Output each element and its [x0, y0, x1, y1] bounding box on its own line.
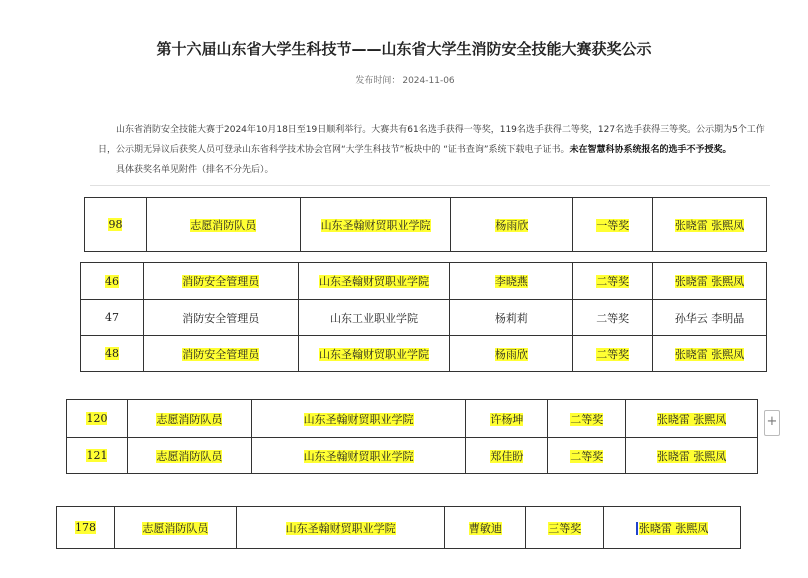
award-table-2	[80, 262, 767, 372]
cell-category: 消防安全管理员	[143, 336, 298, 372]
cell-name: 李晓燕	[450, 263, 573, 300]
table-row	[57, 507, 741, 549]
cell-no: 120	[67, 400, 128, 438]
cell-no: 121	[67, 438, 128, 474]
cell-name: 郑佳盼	[466, 438, 548, 474]
cell-teachers: 张晓雷 张熙凤	[626, 400, 758, 438]
attachment-note: 具体获奖名单见附件（排名不分先后）。	[116, 165, 274, 175]
cell-school: 山东圣翰财贸职业学院	[298, 263, 450, 300]
cell-no: 46	[81, 263, 144, 300]
cell-category: 志愿消防队员	[127, 400, 251, 438]
cell-name: 杨莉莉	[450, 300, 573, 336]
cell-award: 三等奖	[526, 507, 604, 549]
cell-school: 山东圣翰财贸职业学院	[251, 438, 466, 474]
page-title: 第十六届山东省大学生科技节——山东省大学生消防安全技能大赛获奖公示	[156, 40, 652, 58]
cell-school: 山东圣翰财贸职业学院	[236, 507, 445, 549]
table-row	[67, 438, 758, 474]
cell-award: 二等奖	[573, 300, 653, 336]
announcement-bold-note: 未在智慧科协系统报名的选手不予授奖。	[569, 145, 732, 155]
announcement-paragraph-2	[98, 160, 778, 180]
cell-teachers: 张晓雷 张熙凤	[653, 263, 767, 300]
announcement-paragraph	[98, 120, 778, 160]
cell-name: 许杨坤	[466, 400, 548, 438]
announcement-body	[98, 120, 778, 180]
cell-school: 山东圣翰财贸职业学院	[300, 198, 451, 252]
cell-award: 二等奖	[573, 336, 653, 372]
publish-date-label: 发布时间：	[355, 76, 401, 86]
cell-award: 二等奖	[548, 400, 626, 438]
cell-teachers: 张晓雷 张熙凤	[626, 438, 758, 474]
cell-category: 志愿消防队员	[114, 507, 236, 549]
cell-category: 消防安全管理员	[143, 263, 298, 300]
award-table-3	[66, 399, 758, 474]
cell-category: 志愿消防队员	[127, 438, 251, 474]
cell-name: 杨雨欣	[450, 336, 573, 372]
cell-category: 志愿消防队员	[146, 198, 300, 252]
cell-award: 二等奖	[573, 263, 653, 300]
cell-no: 178	[57, 507, 115, 549]
add-row-button[interactable]: +	[764, 410, 780, 436]
cell-school: 山东圣翰财贸职业学院	[298, 336, 450, 372]
cell-teachers: 张晓雷 张熙凤	[653, 336, 767, 372]
award-table-4	[56, 506, 741, 549]
table-row	[85, 198, 767, 252]
cell-name: 曹敏迪	[445, 507, 526, 549]
cell-name: 杨雨欣	[451, 198, 573, 252]
award-table-1	[84, 197, 767, 252]
cell-school: 山东工业职业学院	[298, 300, 450, 336]
divider	[90, 185, 770, 186]
cell-award: 一等奖	[573, 198, 653, 252]
publish-date-value: 2024-11-06	[402, 76, 455, 86]
table-row	[81, 263, 767, 300]
cell-teachers: 张晓雷 张熙凤	[604, 507, 741, 549]
cell-award: 二等奖	[548, 438, 626, 474]
text-cursor	[636, 522, 638, 535]
table-row	[81, 300, 767, 336]
announcement-text: 山东省消防安全技能大赛于2024年10月18日至19日顺利举行。大赛共有61名选手获得一等奖，119名选手获得二等奖，127名选手获得三等奖。公示期为5个工作日，公示期无异议后获奖人员可登录山东省科学技术协会官网“大学生科技节”板块中的 “证书查询”系统下载电子证书。	[98, 125, 765, 155]
cell-no: 48	[81, 336, 144, 372]
cell-category: 消防安全管理员	[143, 300, 298, 336]
cell-school: 山东圣翰财贸职业学院	[251, 400, 466, 438]
table-row	[67, 400, 758, 438]
cell-no: 98	[85, 198, 147, 252]
cell-no: 47	[81, 300, 144, 336]
publish-date	[0, 73, 808, 86]
table-row	[81, 336, 767, 372]
cell-teachers: 张晓雷 张熙凤	[653, 198, 767, 252]
cell-teachers: 孙华云 李明晶	[653, 300, 767, 336]
